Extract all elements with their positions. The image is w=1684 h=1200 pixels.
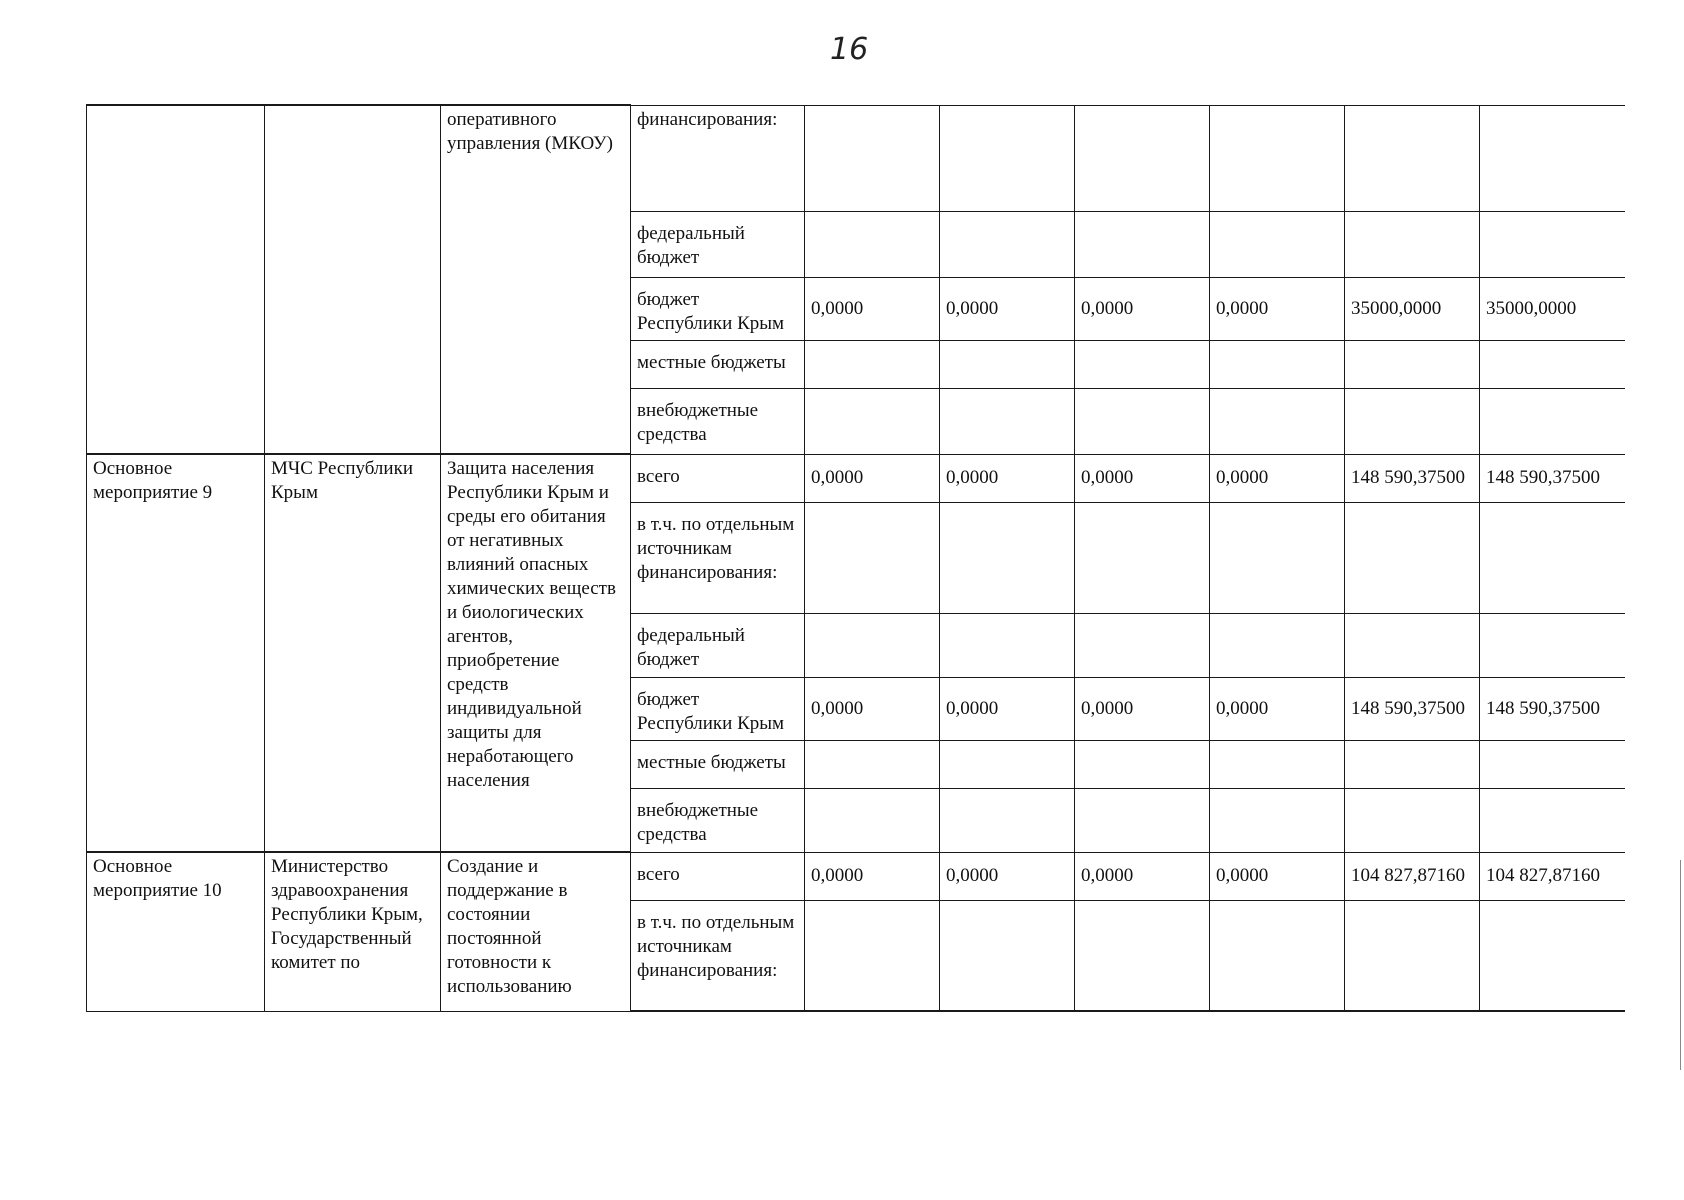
value-cell xyxy=(805,388,940,454)
value-cell: 0,0000 xyxy=(1210,677,1345,740)
value-cell xyxy=(1345,788,1480,852)
value-cell xyxy=(1075,502,1210,613)
value-cell: 0,0000 xyxy=(940,454,1075,502)
value-cell xyxy=(805,613,940,677)
value-cell xyxy=(805,900,940,1011)
funding-source-cell: всего xyxy=(631,852,805,900)
table-row xyxy=(87,852,1625,900)
value-cell xyxy=(805,211,940,277)
value-cell: 0,0000 xyxy=(805,454,940,502)
value-cell: 0,0000 xyxy=(1210,852,1345,900)
value-cell: 0,0000 xyxy=(1075,852,1210,900)
value-cell: 104 827,87160 xyxy=(1480,852,1625,900)
value-cell xyxy=(805,105,940,211)
value-cell xyxy=(1345,211,1480,277)
value-cell xyxy=(1210,900,1345,1011)
value-cell xyxy=(1075,211,1210,277)
funding-source-cell: федеральный бюджет xyxy=(631,211,805,277)
value-cell xyxy=(940,502,1075,613)
value-cell xyxy=(1480,211,1625,277)
value-cell xyxy=(940,900,1075,1011)
value-cell xyxy=(1480,502,1625,613)
value-cell: 0,0000 xyxy=(805,677,940,740)
value-cell xyxy=(1345,502,1480,613)
value-cell xyxy=(1480,105,1625,211)
value-cell: 148 590,37500 xyxy=(1345,677,1480,740)
value-cell xyxy=(1210,788,1345,852)
value-cell xyxy=(805,740,940,788)
value-cell xyxy=(1075,613,1210,677)
value-cell xyxy=(1210,340,1345,388)
value-cell: 148 590,37500 xyxy=(1345,454,1480,502)
value-cell xyxy=(1480,388,1625,454)
value-cell xyxy=(1210,388,1345,454)
value-cell xyxy=(1480,788,1625,852)
value-cell: 104 827,87160 xyxy=(1345,852,1480,900)
value-cell xyxy=(1075,900,1210,1011)
value-cell: 148 590,37500 xyxy=(1480,454,1625,502)
value-cell xyxy=(940,340,1075,388)
value-cell xyxy=(1075,388,1210,454)
value-cell: 0,0000 xyxy=(940,677,1075,740)
funding-source-cell: в т.ч. по отдельным источникам финансирования: xyxy=(631,502,805,613)
measure-name-cell: Основное мероприятие 10 xyxy=(87,852,265,1011)
page-number: 16 xyxy=(830,32,869,67)
value-cell xyxy=(1345,613,1480,677)
value-cell xyxy=(1210,502,1345,613)
value-cell xyxy=(1480,613,1625,677)
funding-source-cell: финансирования: xyxy=(631,105,805,211)
funding-source-cell: местные бюджеты xyxy=(631,340,805,388)
value-cell xyxy=(1345,900,1480,1011)
executor-cell: оперативного управления (МКОУ) xyxy=(441,105,631,454)
measure-name-cell: Основное мероприятие 9 xyxy=(87,454,265,852)
value-cell: 0,0000 xyxy=(805,277,940,340)
value-cell xyxy=(940,613,1075,677)
value-cell xyxy=(940,788,1075,852)
value-cell: 0,0000 xyxy=(940,852,1075,900)
value-cell xyxy=(1210,613,1345,677)
value-cell xyxy=(1210,105,1345,211)
value-cell: 0,0000 xyxy=(805,852,940,900)
value-cell xyxy=(1345,340,1480,388)
value-cell: 0,0000 xyxy=(1210,454,1345,502)
value-cell: 35000,0000 xyxy=(1480,277,1625,340)
value-cell xyxy=(940,740,1075,788)
value-cell xyxy=(940,211,1075,277)
value-cell xyxy=(940,105,1075,211)
measure-description-cell: Создание и поддержание в состоянии постоянной готовности к использованию xyxy=(441,852,631,1011)
value-cell: 35000,0000 xyxy=(1345,277,1480,340)
table-row xyxy=(87,454,1625,502)
budget-table-body xyxy=(87,105,1625,1011)
value-cell xyxy=(805,502,940,613)
funding-source-cell: местные бюджеты xyxy=(631,740,805,788)
funding-source-cell: внебюджетные средства xyxy=(631,388,805,454)
funding-source-cell: внебюджетные средства xyxy=(631,788,805,852)
value-cell xyxy=(1480,340,1625,388)
value-cell xyxy=(1075,788,1210,852)
value-cell xyxy=(1345,105,1480,211)
value-cell: 0,0000 xyxy=(1075,677,1210,740)
funding-source-cell: в т.ч. по отдельным источникам финансирования: xyxy=(631,900,805,1011)
value-cell xyxy=(1480,900,1625,1011)
value-cell xyxy=(1075,340,1210,388)
funding-source-cell: бюджет Республики Крым xyxy=(631,677,805,740)
funding-source-cell: федеральный бюджет xyxy=(631,613,805,677)
value-cell xyxy=(1345,388,1480,454)
value-cell xyxy=(1345,740,1480,788)
value-cell xyxy=(805,340,940,388)
value-cell: 148 590,37500 xyxy=(1480,677,1625,740)
value-cell: 0,0000 xyxy=(940,277,1075,340)
funding-source-cell: всего xyxy=(631,454,805,502)
measure-description-cell: Защита населения Республики Крым и среды его обитания от негативных влияний опасных химических веществ и биологических агентов, приобретение средств индивидуальной защиты для неработающего населения xyxy=(441,454,631,852)
value-cell xyxy=(1075,740,1210,788)
value-cell xyxy=(1075,105,1210,211)
value-cell: 0,0000 xyxy=(1075,277,1210,340)
value-cell: 0,0000 xyxy=(1210,277,1345,340)
funding-source-cell: бюджет Республики Крым xyxy=(631,277,805,340)
value-cell: 0,0000 xyxy=(1075,454,1210,502)
value-cell xyxy=(940,388,1075,454)
measure-name-cell xyxy=(87,105,265,454)
responsible-cell xyxy=(265,105,441,454)
value-cell xyxy=(805,788,940,852)
value-cell xyxy=(1210,740,1345,788)
value-cell xyxy=(1210,211,1345,277)
table-row xyxy=(87,105,1625,211)
responsible-cell: Министерство здравоохранения Республики Крым, Государственный комитет по xyxy=(265,852,441,1011)
budget-table xyxy=(86,104,1625,1012)
responsible-cell: МЧС Республики Крым xyxy=(265,454,441,852)
scan-edge-line xyxy=(1680,860,1681,1070)
value-cell xyxy=(1480,740,1625,788)
